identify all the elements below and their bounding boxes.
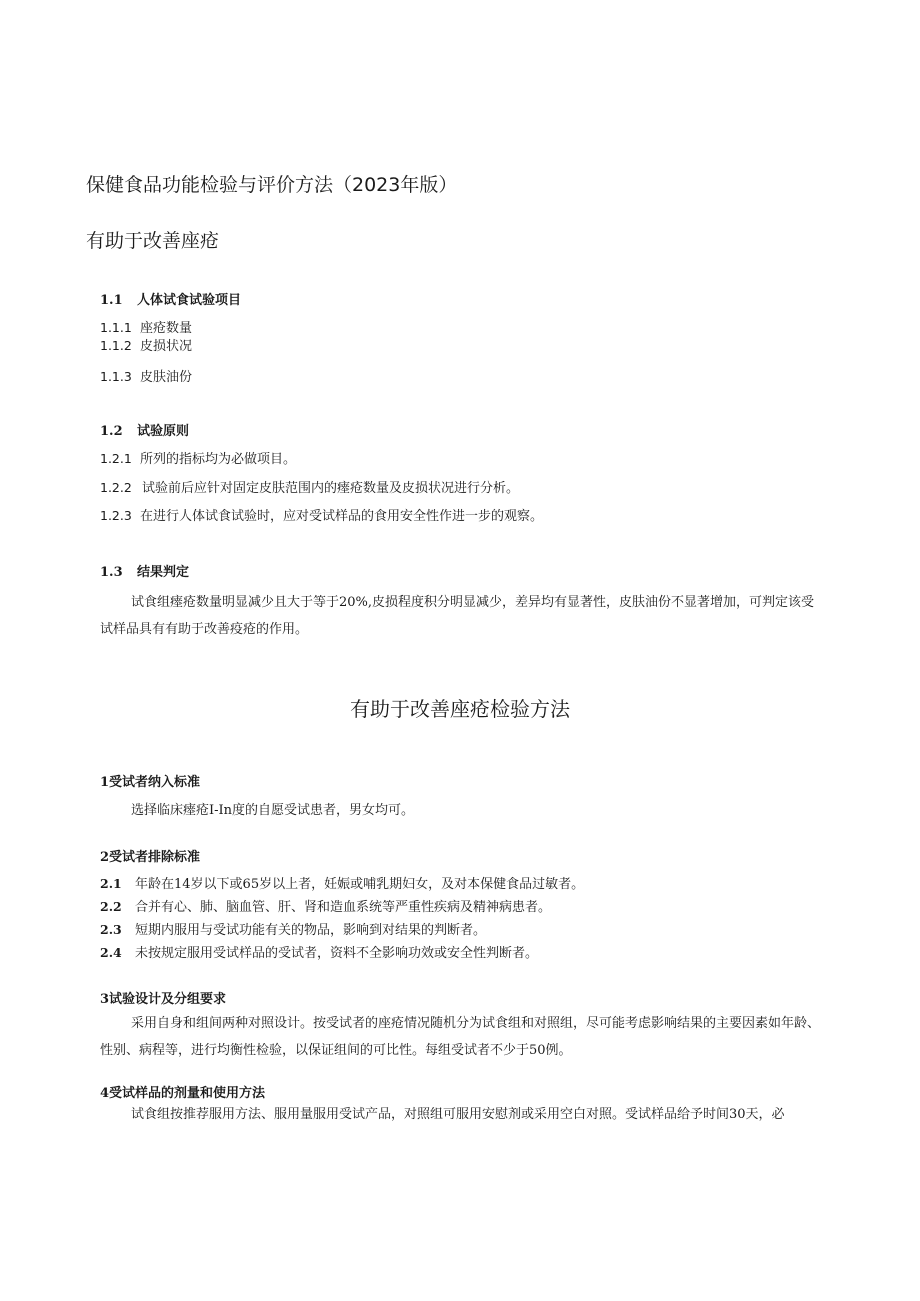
heading-1-3 (100, 561, 189, 580)
heading-text: 结果判定 (137, 565, 190, 580)
list-item: 1.2.3 在进行人体试食试验时，应对受试样品的食用安全性作进一步的观察。 (100, 508, 544, 524)
heading-m4: 4受试样品的剂量和使用方法 (100, 1086, 266, 1101)
heading-1-1 (100, 289, 241, 308)
result-paragraph: 试食组瘗疮数量明显减少且大于等于20%,皮损程度积分明显减少，差异均有显著性，皮肤油份不显著增加，可判定该受试样品具有有助于改善疫疮的作用。 (100, 595, 815, 637)
document-title: 保健食品功能检验与评价方法（2023年版） (86, 174, 458, 196)
list-item: 1.1.1 座疮数量 (100, 320, 193, 336)
heading-number: 1.3 (100, 565, 123, 580)
heading-number: 1.2 (100, 424, 123, 439)
list-item: 2.4 未按规定服用受试样品的受试者，资料不全影响功效或安全性判断者。 (100, 945, 539, 961)
heading-text: 试验原则 (137, 424, 190, 439)
heading-1-2 (100, 420, 189, 439)
paragraph-m3: 采用自身和组间两种对照设计。按受试者的座疮情况随机分为试食组和对照组，尽可能考虑影响结果的主要因素如年龄、性别、病程等，进行均衡性检验，以保证组间的可比性。每组受试者不少于50例。 (100, 1016, 821, 1058)
heading-m3: 3试验设计及分组要求 (100, 992, 227, 1007)
heading-m1: 1受试者纳入标准 (100, 775, 201, 790)
method-title: 有助于改善座疮检验方法 (350, 697, 570, 721)
list-item: 2.2 合并有心、肺、脑血管、肝、肾和造血系统等严重性疾病及精神病患者。 (100, 899, 552, 915)
heading-number: 1.1 (100, 293, 123, 308)
paragraph-m1: 选择临床瘗疮I-In度的自愿受试患者，男女均可。 (131, 803, 415, 818)
paragraph-m4: 试食组按推荐服用方法、服用量服用受试产品，对照组可服用安慰剂或采用空白对照。受试样品给予时间30天，必 (131, 1107, 785, 1122)
list-item: 1.1.3 皮肤油份 (100, 369, 193, 385)
list-item: 1.2.1 所列的指标均为必做项目。 (100, 451, 297, 467)
list-item: 1.1.2 皮损状况 (100, 338, 193, 354)
heading-m2: 2受试者排除标准 (100, 850, 201, 865)
list-item: 1.2.2 试验前后应针对固定皮肤范围内的瘗疮数量及皮损状况进行分析。 (100, 480, 520, 496)
heading-text: 人体试食试验项目 (137, 293, 242, 308)
list-item: 2.3 短期内服用与受试功能有关的物品，影响到对结果的判断者。 (100, 922, 487, 938)
list-item: 2.1 年龄在14岁以下或65岁以上者，妊娠或哺乳期妇女，及对本保健食品过敏者。 (100, 876, 585, 892)
section-title: 有助于改善座疮 (86, 230, 220, 252)
